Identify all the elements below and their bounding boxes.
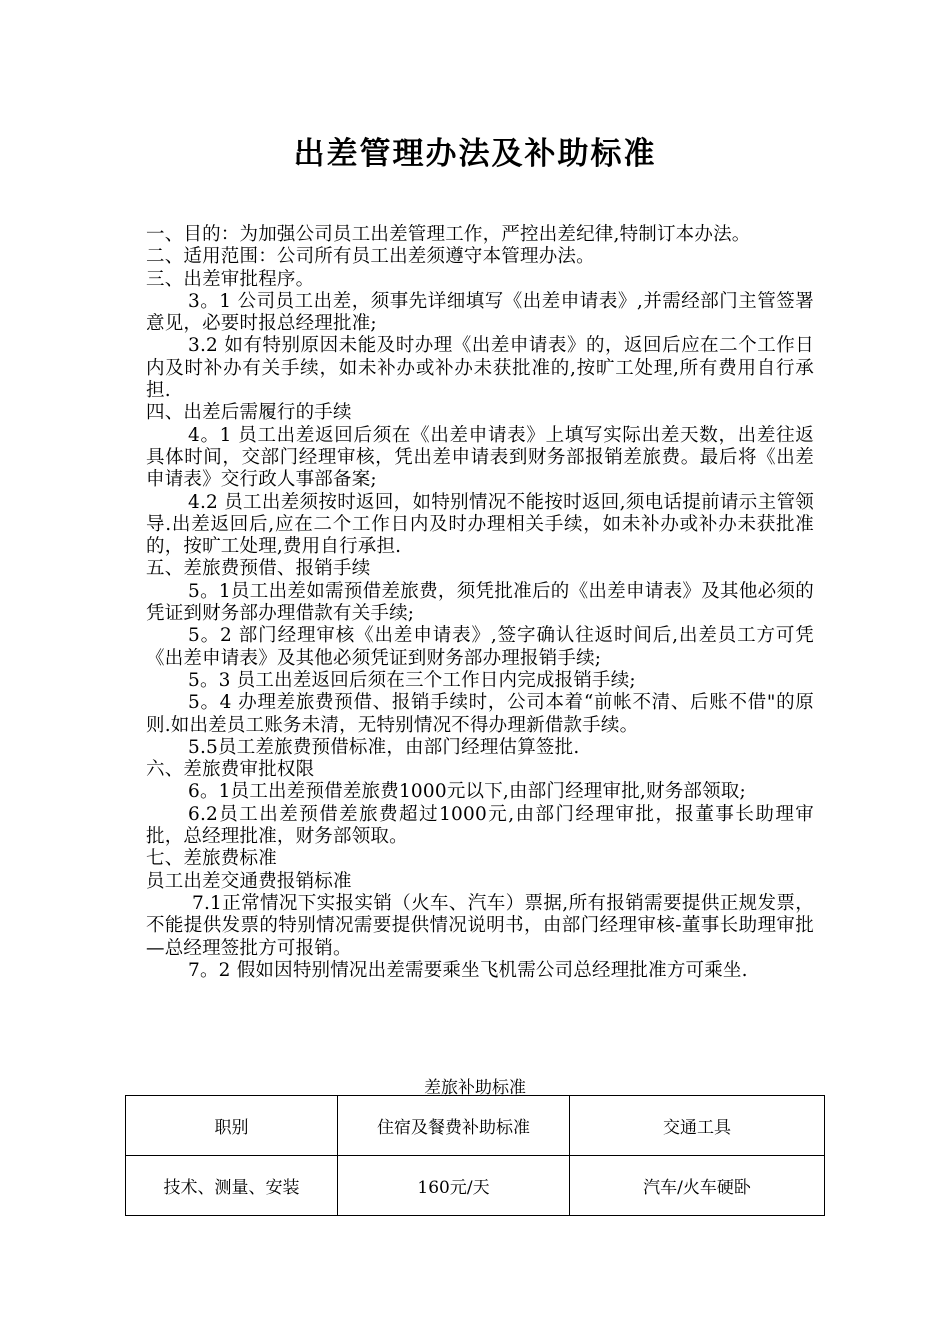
document-title: 出差管理办法及补助标准: [293, 136, 657, 172]
section-heading: 员工出差交通费报销标准: [146, 870, 352, 892]
section-heading: 六、差旅费审批权限: [146, 759, 315, 781]
paragraph: 3.2 如有特别原因未能及时办理《出差申请表》的，返回后应在二个工作日内及时补办有关手续，如未补办或补办未获批准的,按旷工处理,所有费用自行承担.: [146, 335, 814, 402]
section-heading: 七、差旅费标准: [146, 848, 277, 870]
table-caption: 差旅补助标准: [424, 1078, 526, 1098]
paragraph: 5。3 员工出差返回后须在三个工作日内完成报销手续;: [188, 669, 636, 691]
table-cell: 160元/天: [338, 1156, 570, 1216]
paragraph: 6.2员工出差预借差旅费超过1000元,由部门经理审批，报董事长助理审批，总经理批准，财务部领取。: [146, 803, 814, 848]
table-header-row: [126, 1096, 825, 1156]
allowance-table: [125, 1095, 825, 1216]
paragraph: 6。1员工出差预借差旅费1000元以下,由部门经理审批,财务部领取;: [188, 781, 746, 803]
section-heading: 三、出差审批程序。: [146, 268, 315, 290]
section-heading: 二、适用范围：公司所有员工出差须遵守本管理办法。: [146, 246, 595, 268]
table-header-cell: 交通工具: [570, 1096, 825, 1156]
table-row: [126, 1156, 825, 1216]
paragraph: 4.2 员工出差须按时返回，如特别情况不能按时返回,须电话提前请示主管领导.出差返回后,应在二个工作日内及时办理相关手续，如未补办或补办未获批准的，按旷工处理,费用自行承担.: [146, 491, 814, 558]
table-header-cell: 职别: [126, 1096, 338, 1156]
paragraph: 3。1 公司员工出差，须事先详细填写《出差申请表》,并需经部门主管签署意见，必要时报总经理批准;: [146, 290, 814, 335]
document-body: [146, 224, 814, 982]
table-header-cell: 住宿及餐费补助标准: [338, 1096, 570, 1156]
section-heading: 一、目的：为加强公司员工出差管理工作，严控出差纪律,特制订本办法。: [146, 224, 751, 245]
paragraph: 5。4 办理差旅费预借、报销手续时，公司本着“前帐不清、后账不借"的原则.如出差员工账务未清，无特别情况不得办理新借款手续。: [146, 692, 814, 736]
section-heading: 五、差旅费预借、报销手续: [146, 558, 371, 580]
paragraph: 5。2 部门经理审核《出差申请表》,签字确认往返时间后,出差员工方可凭《出差申请表》及其他必须凭证到财务部办理报销手续;: [146, 625, 814, 669]
table-cell: 技术、测量、安装: [126, 1156, 338, 1216]
paragraph: 5.5员工差旅费预借标准，由部门经理估算签批.: [188, 736, 580, 758]
paragraph: 7.1正常情况下实报实销（火车、汽车）票据,所有报销需要提供正规发票，不能提供发票的特别情况需要提供情况说明书，由部门经理审核-董事长助理审批—总经理签批方可报销。: [146, 892, 814, 959]
paragraph: 5。1员工出差如需预借差旅费，须凭批准后的《出差申请表》及其他必须的凭证到财务部办理借款有关手续;: [146, 580, 814, 625]
paragraph: 7。2 假如因特别情况出差需要乘坐飞机需公司总经理批准方可乘坐.: [188, 959, 748, 981]
section-heading: 四、出差后需履行的手续: [146, 402, 352, 424]
paragraph: 4。1 员工出差返回后须在《出差申请表》上填写实际出差天数，出差往返具体时间，交部门经理审核，凭出差申请表到财务部报销差旅费。最后将《出差申请表》交行政人事部备案;: [146, 424, 814, 491]
table-cell: 汽车/火车硬卧: [570, 1156, 825, 1216]
